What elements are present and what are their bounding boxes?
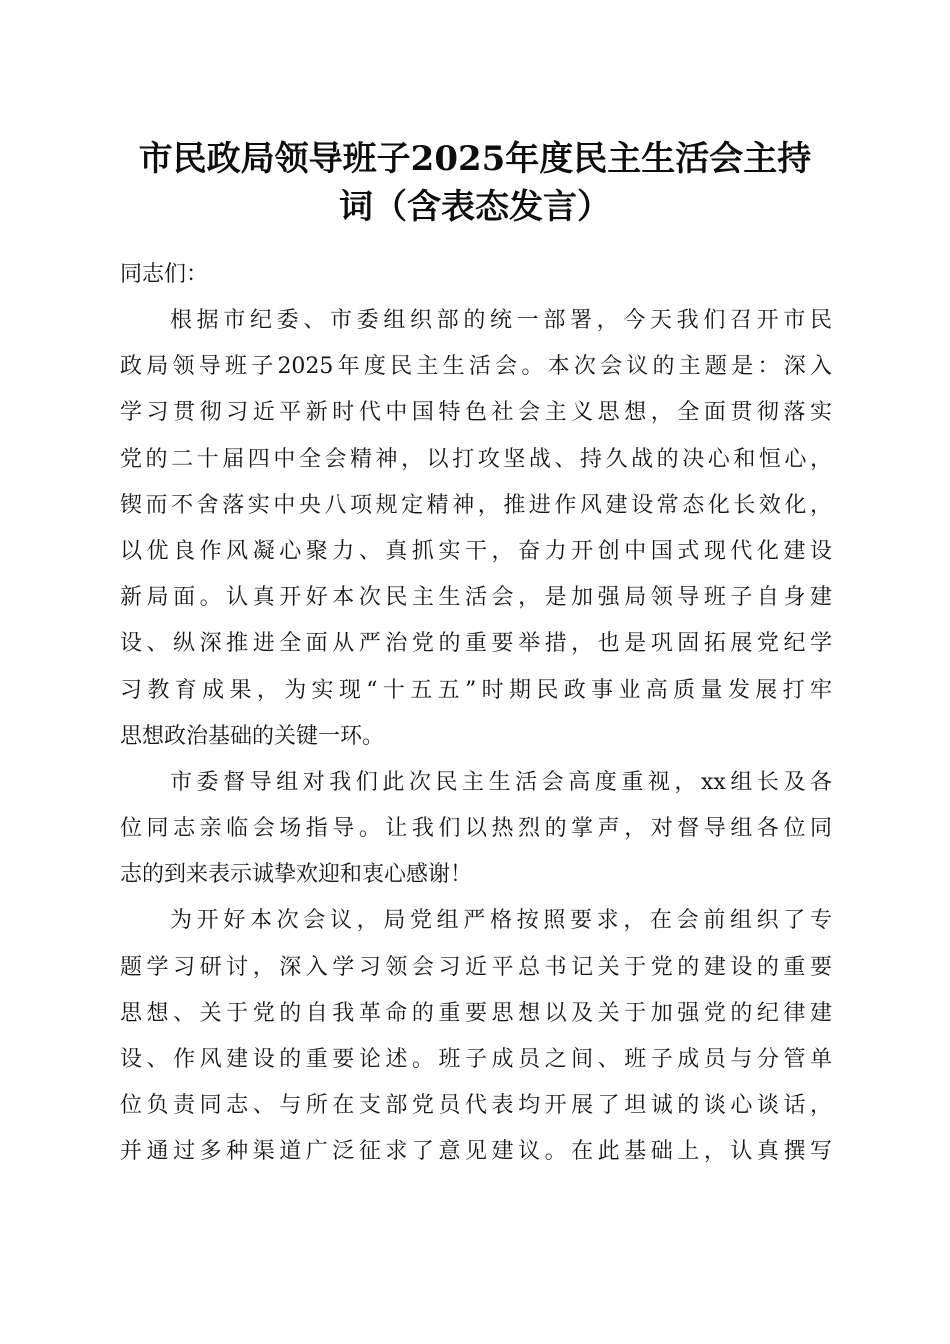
- paragraph-line: 并通过多种渠道广泛征求了意见建议。在此基础上，认真撰写: [120, 1139, 832, 1165]
- paragraph-line: 设、作风建设的重要论述。班子成员之间、班子成员与分管单: [120, 1047, 832, 1072]
- paragraph-2: [120, 760, 832, 899]
- paragraph-line: 习教育成果，为实现“十五五”时期民政事业高质量发展打牢: [120, 677, 832, 703]
- paragraph-line: 学习贯彻习近平新时代中国特色社会主义思想，全面贯彻落实: [120, 400, 832, 426]
- paragraph-line: 以优良作风凝心聚力、真抓实干，奋力开创中国式现代化建设: [120, 538, 832, 564]
- paragraph-line: 政局领导班子2025年度民主生活会。本次会议的主题是：深入: [120, 354, 832, 380]
- document-title: [95, 135, 855, 231]
- document-body: [120, 252, 832, 1176]
- paragraph-line: 根据市纪委、市委组织部的统一部署，今天我们召开市民: [170, 308, 832, 333]
- paragraph-line: 思想政治基础的关键一环。: [120, 723, 385, 749]
- paragraph-line: 题学习研讨，深入学习领会习近平总书记关于党的建设的重要: [120, 954, 832, 980]
- paragraph-line: 志的到来表示诚挚欢迎和衷心感谢！: [120, 862, 473, 888]
- paragraph-3: [120, 898, 832, 1175]
- paragraph-line: 位同志亲临会场指导。让我们以热烈的掌声，对督导组各位同: [120, 816, 832, 842]
- paragraph-line: 设、纵深推进全面从严治党的重要举措，也是巩固拓展党纪学: [120, 631, 832, 657]
- paragraph-line: 位负责同志、与所在支部党员代表均开展了坦诚的谈心谈话，: [120, 1093, 832, 1119]
- paragraph-line: 为开好本次会议，局党组严格按照要求，在会前组织了专: [170, 908, 832, 934]
- paragraph-line: 新局面。认真开好本次民主生活会，是加强局领导班子自身建: [120, 585, 832, 611]
- title-line-1: 市民政局领导班子2025年度民主生活会主持: [138, 139, 812, 179]
- paragraph-1: [120, 298, 832, 760]
- paragraph-line: 市委督导组对我们此次民主生活会高度重视，xx组长及各: [170, 769, 832, 795]
- title-line-2: 词（含表态发言）: [339, 187, 611, 227]
- paragraph-line: 党的二十届四中全会精神，以打攻坚战、持久战的决心和恒心，: [120, 446, 832, 472]
- paragraph-line: 锲而不舍落实中央八项规定精神，推进作风建设常态化长效化，: [120, 492, 832, 518]
- paragraph-line: 思想、关于党的自我革命的重要思想以及关于加强党的纪律建: [120, 1000, 832, 1026]
- salutation: 同志们：: [120, 262, 209, 287]
